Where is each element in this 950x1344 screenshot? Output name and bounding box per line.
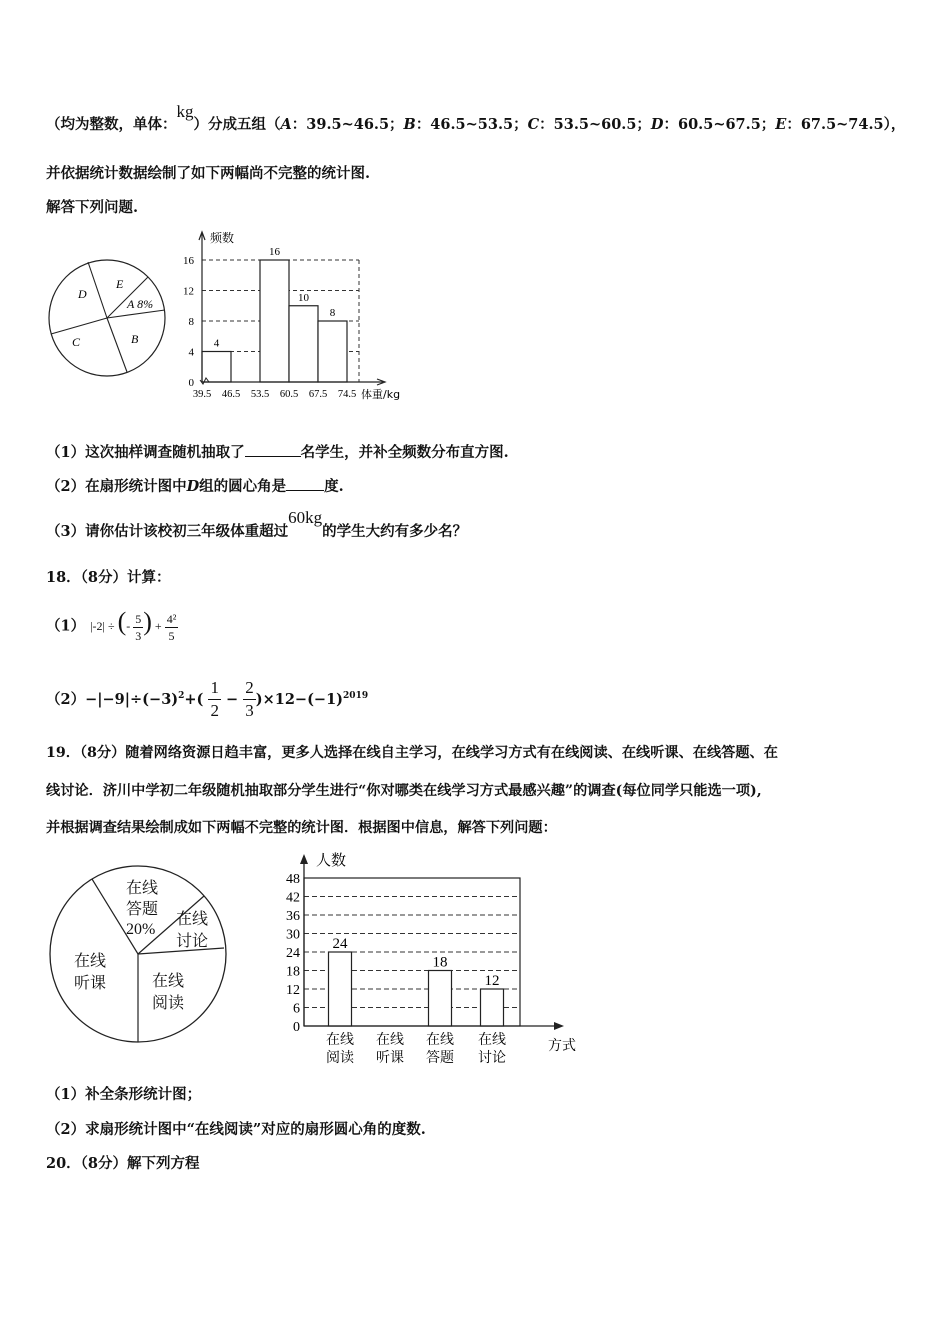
bar-0: [329, 952, 352, 1026]
hist-bar-label-2: 16: [269, 246, 280, 258]
hist-xtick-0: 39.5: [192, 389, 212, 400]
hist-xtick-5: 74.5: [337, 389, 357, 400]
bar-label-0: 24: [332, 936, 348, 952]
bar-3: [481, 989, 504, 1026]
hist-ytick-8: 8: [188, 316, 194, 328]
hist-ylabel: 频数: [210, 231, 235, 245]
bar-ytick-6: 6: [293, 1001, 300, 1017]
bar-ytick-42: 42: [286, 890, 300, 906]
q17-line3: 解答下列问题.: [46, 199, 139, 216]
pie-label-c: C: [72, 335, 81, 349]
bar-x-arrow: [554, 1022, 564, 1030]
q19-line3: 并根据调查结果绘制成如下两幅不完整的统计图．根据图中信息，解答下列问题：: [46, 820, 557, 836]
pie-discuss-l2: 讨论: [176, 933, 209, 950]
hist-bar-label-3: 10: [298, 291, 309, 304]
q17-sub1: （1）这次抽样调查随机抽取了 名学生，并补全频数分布直方图.: [46, 444, 509, 461]
hist-bar-4: [318, 321, 347, 382]
q19-line1: 19．（8分）随着网络资源日趋丰富，更多人选择在线自主学习，在线学习方式有在线阅读、在线听课、在线答题、在: [46, 745, 778, 761]
bar-ytick-0: 0: [293, 1020, 300, 1035]
q17-line2: 并依据统计数据绘制了如下两幅尚不完整的统计图.: [46, 165, 371, 182]
group-range-b: ：46.5~53.5；: [415, 116, 528, 133]
unit-kg: kg: [176, 102, 194, 121]
group-range-d: ：60.5~67.5；: [663, 116, 776, 133]
bar-label-2: 18: [432, 954, 448, 971]
answer-blank-2[interactable]: [286, 476, 324, 491]
q18-sub2: $(2)-|-9|\div(-3)^2+$( $\frac{1}{2}$ − $\frac{2}{3}$ )$\times 12-(-1)^{2019}$: [46, 678, 369, 721]
hist-xtick-3: 60.5: [279, 389, 299, 400]
pie-read-l1: 在线: [152, 973, 185, 990]
q17-sub2: （2）在扇形统计图中D组的圆心角是 度.: [46, 478, 344, 495]
hist-xtick-2: 53.5: [250, 389, 270, 400]
bar-cat-0-l1: 在线: [326, 1032, 354, 1048]
pie-listen-l1: 在线: [74, 953, 107, 970]
group-letter-e: E: [775, 116, 787, 133]
hist-bar-3: [289, 306, 318, 382]
pie-listen-l2: 听课: [74, 975, 107, 992]
bar-ytick-18: 18: [286, 964, 300, 980]
pie-label-a: A 8%: [127, 297, 154, 311]
bar-ytick-30: 30: [286, 927, 300, 943]
hist-ytick-4: 4: [188, 346, 194, 359]
pie-label-d: D: [78, 287, 87, 301]
q19-bar-chart: [270, 848, 590, 1072]
hist-bar-label-4: 8: [329, 307, 336, 319]
bar-ylabel: 人数: [316, 851, 347, 869]
bar-label-3: 12: [484, 973, 500, 989]
bar-cat-1-l2: 听课: [376, 1050, 404, 1066]
bar-2: [429, 971, 452, 1027]
hist-bar-label-0: 4: [213, 337, 220, 350]
bar-ytick-36: 36: [286, 909, 300, 924]
hist-xtick-1: 46.5: [221, 389, 241, 400]
hist-ytick-12: 12: [183, 285, 194, 298]
group-ranges: [281, 116, 891, 133]
q17-line1: （均为整数，单体：kg）分成五组（A：39.5~46.5；B：46.5~53.5；C：53.5~60.5；D：60.5~67.5；E：67.5~74.5），: [46, 102, 906, 133]
pie-answer-l1: 在线: [126, 880, 159, 897]
bar-y-arrow: [300, 854, 308, 864]
q19-pie-chart: [46, 860, 236, 1050]
group-range-e: ：67.5~74.5）: [786, 116, 891, 133]
hist-bar-2: [260, 260, 289, 382]
hist-xlabel: 体重/kg: [361, 388, 401, 401]
group-letter-d: D: [650, 116, 664, 133]
group-range-a: ：39.5~46.5；: [291, 116, 404, 133]
bar-ytick-48: 48: [286, 872, 300, 887]
group-range-c: ：53.5~60.5；: [539, 116, 651, 133]
pie-answer-pct: 20%: [126, 921, 156, 938]
weight-60kg: 60kg: [288, 508, 323, 527]
bar-cat-1-l1: 在线: [376, 1032, 404, 1048]
q20-title: 20．（8分）解下列方程: [46, 1155, 200, 1172]
bar-cat-3-l1: 在线: [478, 1032, 506, 1048]
pie-label-e: E: [116, 277, 124, 291]
pie-label-b: B: [131, 332, 139, 346]
bar-cat-3-l2: 讨论: [478, 1050, 506, 1066]
bar-ytick-12: 12: [286, 983, 300, 998]
q19-sub2: （2）求扇形统计图中“在线阅读”对应的扇形圆心角的度数.: [46, 1121, 426, 1138]
q19-line2: 线讨论．济川中学初二年级随机抽取部分学生进行“你对哪类在线学习方式最感兴趣”的调查(每位同学只能选一项),: [46, 783, 762, 799]
hist-ytick-16: 16: [183, 255, 194, 267]
q18-title: 18．（8分）计算：: [46, 569, 171, 586]
hist-xtick-4: 67.5: [308, 389, 328, 400]
q17-sub3: （3）请你估计该校初三年级体重超过60kg的学生大约有多少名？: [46, 508, 468, 540]
bar-cat-2-l1: 在线: [426, 1032, 454, 1048]
bar-xlabel: 方式: [548, 1038, 576, 1054]
pie-read-l2: 阅读: [152, 995, 185, 1012]
q18-sub1: （1） |-2| ÷ (- $\frac{5}{3}$ ) + $\frac{\text{4²}}{5}$: [46, 607, 177, 643]
group-letter-a: A: [280, 116, 292, 133]
q17-histogram: [174, 226, 434, 406]
pie-answer-l2: 答题: [126, 901, 159, 918]
bar-cat-0-l2: 阅读: [326, 1050, 354, 1066]
q19-sub1: （1）补全条形统计图；: [46, 1086, 202, 1103]
answer-blank-1[interactable]: [245, 442, 301, 457]
hist-ytick-0: 0: [188, 377, 194, 389]
bar-ytick-24: 24: [286, 946, 300, 961]
q17-pie-chart: [44, 252, 184, 382]
group-letter-b: B: [403, 116, 416, 133]
bar-cat-2-l2: 答题: [426, 1050, 454, 1066]
group-letter-c: C: [527, 116, 540, 133]
hist-bar-0: [202, 352, 231, 383]
pie-discuss-l1: 在线: [176, 911, 209, 928]
